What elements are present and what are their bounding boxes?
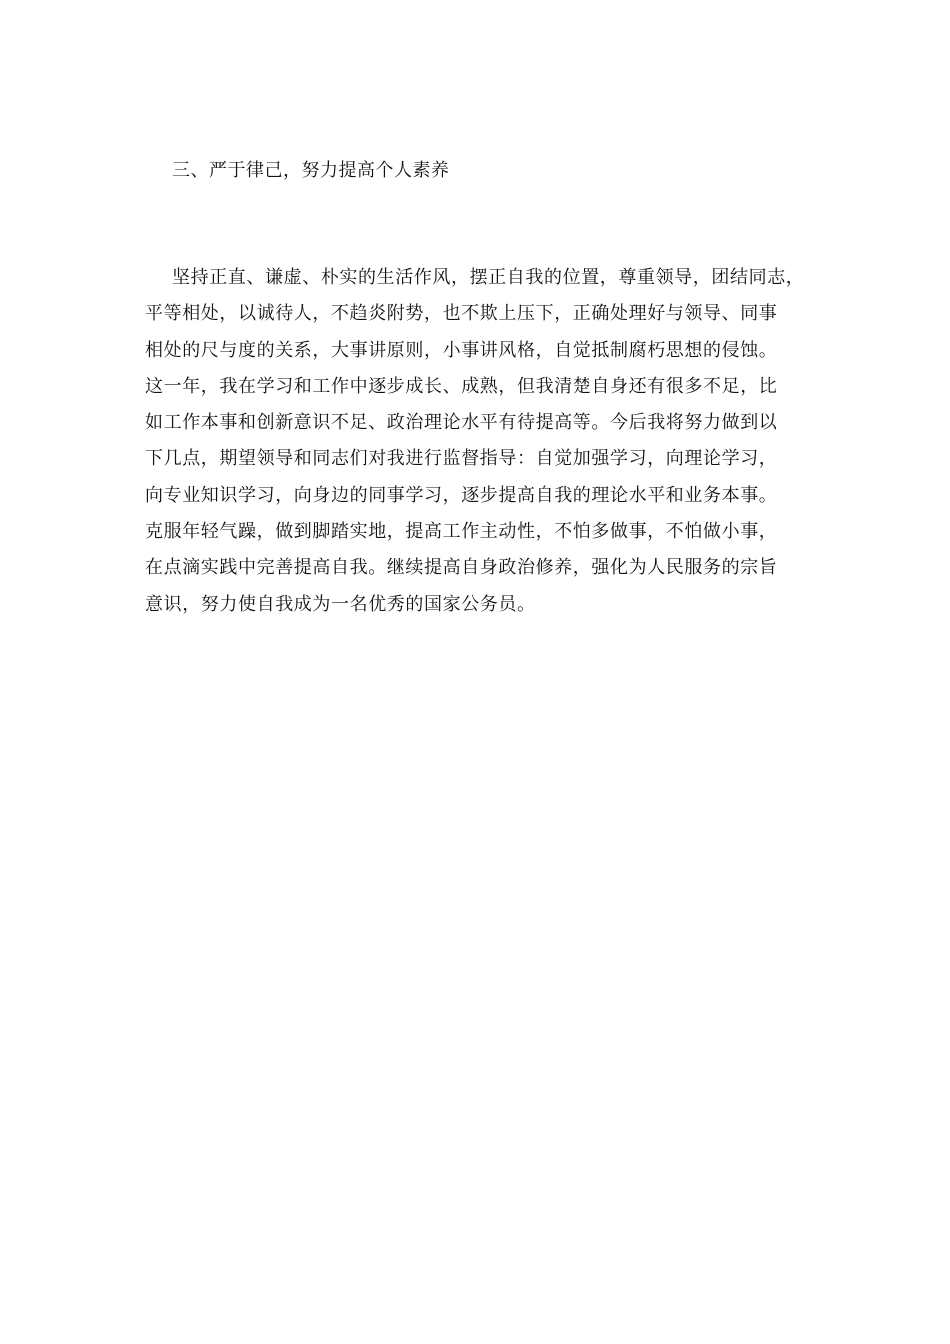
paragraph-line: 平等相处，以诚待人，不趋炎附势，也不欺上压下，正确处理好与领导、同事 [145, 303, 778, 325]
paragraph-line: 坚持正直、谦虚、朴实的生活作风，摆正自我的位置，尊重领导，团结同志， [172, 267, 805, 288]
paragraph-line: 相处的尺与度的关系，大事讲原则，小事讲风格，自觉抵制腐朽思想的侵蚀。 [145, 339, 778, 361]
paragraph-line: 如工作本事和创新意识不足、政治理论水平有待提高等。今后我将努力做到以 [145, 412, 778, 434]
paragraph-line: 在点滴实践中完善提高自我。继续提高自身政治修养，强化为人民服务的宗旨 [145, 557, 778, 579]
paragraph-line: 克服年轻气躁，做到脚踏实地，提高工作主动性，不怕多做事，不怕做小事， [145, 521, 778, 543]
paragraph-line: 这一年，我在学习和工作中逐步成长、成熟，但我清楚自身还有很多不足，比 [145, 375, 778, 397]
section-heading: 三、严于律己，努力提高个人素养 [172, 160, 450, 181]
paragraph-line: 向专业知识学习，向身边的同事学习，逐步提高自我的理论水平和业务本事。 [145, 484, 778, 506]
paragraph-line: 意识，努力使自我成为一名优秀的国家公务员。 [145, 593, 536, 615]
body-paragraph [145, 260, 825, 623]
paragraph-line: 下几点，期望领导和同志们对我进行监督指导：自觉加强学习，向理论学习， [145, 448, 778, 470]
